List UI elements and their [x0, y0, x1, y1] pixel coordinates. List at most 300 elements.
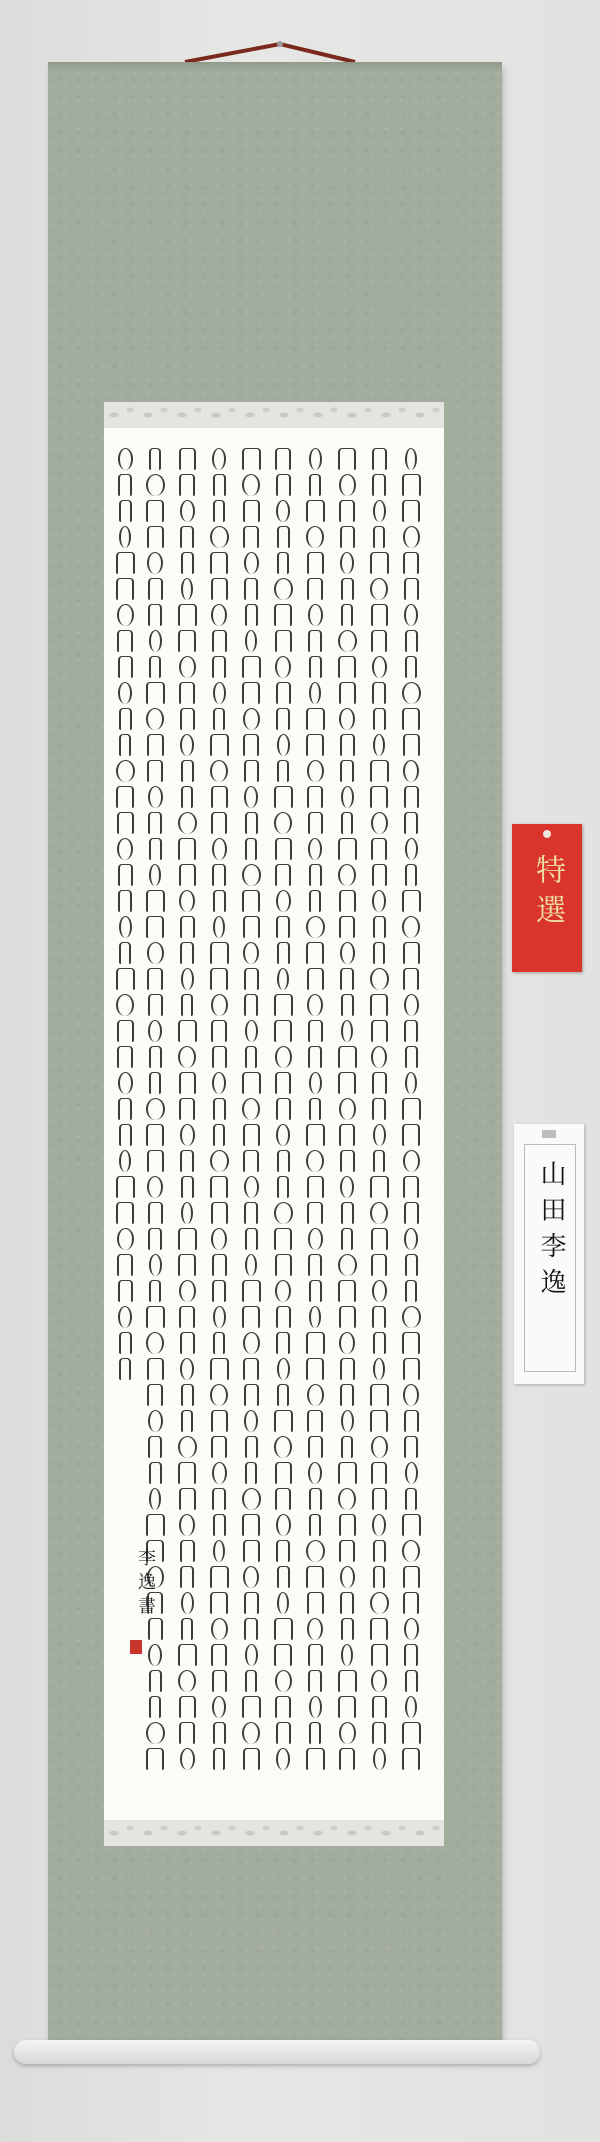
script-glyph: [116, 994, 134, 1016]
script-glyph: [404, 812, 418, 834]
script-glyph: [309, 1696, 322, 1718]
script-glyph: [341, 1644, 353, 1666]
script-glyph: [213, 1098, 226, 1120]
script-glyph: [307, 994, 323, 1016]
script-glyph: [118, 656, 133, 678]
script-glyph: [146, 1332, 164, 1354]
script-glyph: [276, 1332, 290, 1354]
script-glyph: [340, 968, 354, 990]
script-glyph: [276, 474, 291, 496]
script-glyph: [179, 682, 195, 704]
script-glyph: [403, 1592, 419, 1614]
script-glyph: [149, 1462, 162, 1484]
script-glyph: [307, 786, 323, 808]
script-glyph: [402, 1540, 420, 1562]
script-glyph: [179, 448, 196, 470]
script-glyph: [212, 1696, 226, 1718]
script-glyph: [245, 838, 257, 860]
script-glyph: [340, 942, 355, 964]
script-glyph: [370, 1592, 389, 1614]
script-glyph: [117, 604, 134, 626]
script-glyph: [340, 1150, 355, 1172]
script-glyph: [370, 786, 388, 808]
script-glyph: [276, 890, 291, 912]
script-glyph: [307, 552, 324, 574]
script-glyph: [148, 1410, 163, 1432]
script-glyph: [372, 474, 386, 496]
script-glyph: [244, 1410, 258, 1432]
script-glyph: [146, 916, 164, 938]
script-glyph: [179, 1514, 195, 1536]
script-glyph: [245, 812, 258, 834]
script-glyph: [180, 734, 194, 756]
script-glyph: [118, 474, 132, 496]
script-glyph: [370, 1202, 388, 1224]
script-glyph: [339, 1332, 355, 1354]
script-glyph: [118, 1306, 132, 1328]
script-glyph: [307, 1618, 323, 1640]
script-glyph: [371, 630, 387, 652]
script-glyph: [274, 578, 293, 600]
script-glyph: [309, 1306, 321, 1328]
script-glyph: [178, 838, 196, 860]
script-glyph: [405, 630, 418, 652]
script-glyph: [277, 734, 290, 756]
script-glyph: [180, 500, 195, 522]
script-glyph: [306, 1358, 324, 1380]
script-glyph: [179, 1280, 196, 1302]
script-glyph: [243, 708, 260, 730]
script-glyph: [212, 1280, 226, 1302]
script-glyph: [274, 1618, 293, 1640]
script-glyph: [371, 1254, 387, 1276]
script-glyph: [404, 1228, 418, 1250]
script-glyph: [274, 1644, 292, 1666]
script-glyph: [179, 1098, 195, 1120]
script-glyph: [341, 1020, 353, 1042]
script-glyph: [277, 526, 290, 548]
script-glyph: [275, 1488, 291, 1510]
script-glyph: [274, 1436, 292, 1458]
script-glyph: [212, 1254, 227, 1276]
script-glyph: [210, 760, 228, 782]
script-glyph: [244, 760, 259, 782]
tag-hole: [543, 830, 551, 838]
script-glyph: [242, 448, 261, 470]
script-glyph: [309, 1722, 321, 1744]
script-glyph: [213, 708, 225, 730]
script-glyph: [210, 1566, 229, 1588]
script-glyph: [179, 864, 196, 886]
script-glyph: [118, 1098, 132, 1120]
script-glyph: [146, 890, 165, 912]
script-glyph: [242, 890, 260, 912]
script-glyph: [340, 1592, 354, 1614]
script-glyph: [147, 1358, 164, 1380]
script-glyph: [371, 1670, 387, 1692]
script-glyph: [340, 526, 355, 548]
script-glyph: [403, 526, 420, 548]
script-glyph: [340, 734, 355, 756]
script-glyph: [244, 578, 258, 600]
script-glyph: [341, 994, 354, 1016]
script-glyph: [149, 1488, 161, 1510]
script-glyph: [147, 1384, 163, 1406]
script-glyph: [119, 734, 131, 756]
script-glyph: [403, 942, 420, 964]
script-glyph: [338, 838, 357, 860]
script-glyph: [306, 1748, 325, 1770]
script-glyph: [309, 1098, 321, 1120]
script-glyph: [149, 656, 161, 678]
script-glyph: [146, 474, 165, 496]
script-glyph: [146, 1514, 165, 1536]
script-glyph: [308, 1046, 322, 1068]
script-glyph: [370, 578, 388, 600]
script-column: [176, 448, 198, 1788]
script-glyph: [148, 1436, 162, 1458]
script-glyph: [307, 1176, 324, 1198]
top-brocade-border: [104, 402, 444, 428]
script-column: [336, 448, 358, 1788]
script-glyph: [275, 630, 292, 652]
script-glyph: [403, 1384, 419, 1406]
script-glyph: [211, 1618, 228, 1640]
artist-name-card: [514, 1124, 584, 1384]
script-glyph: [242, 1696, 261, 1718]
script-glyph: [276, 1748, 290, 1770]
script-glyph: [242, 864, 261, 886]
script-glyph: [405, 1280, 417, 1302]
script-glyph: [149, 630, 162, 652]
script-glyph: [341, 1436, 353, 1458]
script-glyph: [403, 552, 419, 574]
script-glyph: [340, 1566, 355, 1588]
script-glyph: [338, 1696, 356, 1718]
script-glyph: [372, 1696, 387, 1718]
script-glyph: [341, 1410, 354, 1432]
bottom-brocade-border: [104, 1820, 444, 1846]
script-glyph: [308, 1020, 323, 1042]
script-glyph: [404, 994, 419, 1016]
script-glyph: [339, 1124, 355, 1146]
script-glyph: [308, 1254, 322, 1276]
script-glyph: [339, 1540, 355, 1562]
script-glyph: [309, 1280, 322, 1302]
script-glyph: [178, 630, 196, 652]
script-glyph: [213, 1514, 226, 1536]
script-glyph: [213, 1722, 226, 1744]
script-glyph: [211, 604, 227, 626]
script-glyph: [307, 1592, 324, 1614]
script-glyph: [308, 1436, 323, 1458]
script-glyph: [244, 994, 258, 1016]
script-glyph: [274, 786, 293, 808]
script-glyph: [277, 968, 289, 990]
script-glyph: [179, 1072, 196, 1094]
script-glyph: [243, 500, 260, 522]
script-glyph: [372, 682, 386, 704]
script-glyph: [371, 1046, 387, 1068]
script-glyph: [181, 968, 194, 990]
script-glyph: [341, 1618, 354, 1640]
script-glyph: [181, 1410, 193, 1432]
script-glyph: [277, 1358, 290, 1380]
script-glyph: [119, 500, 132, 522]
script-glyph: [370, 552, 389, 574]
script-glyph: [243, 1748, 260, 1770]
script-glyph: [341, 786, 354, 808]
script-glyph: [403, 968, 419, 990]
script-glyph: [275, 1280, 291, 1302]
script-glyph: [276, 1514, 291, 1536]
script-glyph: [148, 786, 163, 808]
script-glyph: [211, 994, 228, 1016]
script-glyph: [373, 916, 386, 938]
script-glyph: [242, 474, 260, 496]
script-glyph: [242, 1280, 261, 1302]
script-glyph: [402, 708, 420, 730]
script-glyph: [372, 1488, 387, 1510]
script-glyph: [402, 1514, 421, 1536]
script-glyph: [274, 1410, 293, 1432]
script-glyph: [147, 734, 164, 756]
script-glyph: [211, 1410, 228, 1432]
script-glyph: [245, 1436, 258, 1458]
script-glyph: [371, 1462, 387, 1484]
script-glyph: [338, 1072, 356, 1094]
script-glyph: [213, 1124, 225, 1146]
script-glyph: [181, 1384, 194, 1406]
script-glyph: [341, 578, 354, 600]
script-glyph: [309, 1514, 321, 1536]
script-glyph: [149, 1280, 161, 1302]
script-glyph: [242, 682, 260, 704]
script-glyph: [149, 1072, 161, 1094]
script-glyph: [306, 734, 324, 756]
script-glyph: [179, 1488, 196, 1510]
script-glyph: [242, 656, 261, 678]
script-glyph: [178, 1436, 197, 1458]
script-glyph: [117, 1020, 134, 1042]
script-glyph: [370, 1410, 388, 1432]
script-glyph: [179, 890, 195, 912]
script-glyph: [179, 656, 196, 678]
script-glyph: [211, 1202, 228, 1224]
script-glyph: [402, 1332, 420, 1354]
script-glyph: [212, 1072, 226, 1094]
script-glyph: [146, 708, 164, 730]
script-glyph: [244, 1176, 259, 1198]
script-glyph: [370, 994, 388, 1016]
script-glyph: [339, 1514, 356, 1536]
script-glyph: [402, 682, 421, 704]
script-glyph: [275, 1670, 292, 1692]
script-glyph: [213, 1306, 226, 1328]
script-glyph: [403, 734, 420, 756]
script-glyph: [405, 448, 417, 470]
script-glyph: [213, 500, 225, 522]
script-glyph: [338, 864, 356, 886]
script-column: [368, 448, 390, 1788]
script-glyph: [404, 1618, 419, 1640]
script-glyph: [338, 1046, 357, 1068]
script-glyph: [146, 1124, 164, 1146]
script-glyph: [213, 1540, 225, 1562]
script-glyph: [306, 1124, 325, 1146]
script-glyph: [118, 1072, 133, 1094]
script-glyph: [212, 1488, 226, 1510]
script-glyph: [178, 1254, 196, 1276]
script-glyph: [211, 786, 228, 808]
script-column: [208, 448, 230, 1788]
script-glyph: [339, 890, 356, 912]
script-glyph: [243, 734, 259, 756]
script-glyph: [212, 1670, 227, 1692]
script-glyph: [181, 760, 194, 782]
script-glyph: [242, 1098, 260, 1120]
script-glyph: [243, 1150, 259, 1172]
script-glyph: [276, 500, 290, 522]
script-glyph: [211, 1644, 227, 1666]
script-glyph: [119, 526, 131, 548]
script-glyph: [338, 1488, 356, 1510]
script-glyph: [244, 1202, 258, 1224]
script-glyph: [244, 1384, 259, 1406]
script-glyph: [211, 812, 227, 834]
script-glyph: [309, 474, 321, 496]
script-glyph: [213, 474, 226, 496]
script-glyph: [213, 682, 226, 704]
script-glyph: [179, 1306, 195, 1328]
script-glyph: [277, 1592, 289, 1614]
script-glyph: [308, 1670, 322, 1692]
script-glyph: [277, 1384, 289, 1406]
script-glyph: [306, 1566, 324, 1588]
script-glyph: [243, 1124, 260, 1146]
script-glyph: [404, 1410, 419, 1432]
script-glyph: [307, 578, 323, 600]
script-glyph: [275, 1072, 291, 1094]
award-tag: [512, 824, 582, 972]
script-glyph: [404, 1020, 418, 1042]
card-mark: [542, 1130, 556, 1138]
script-glyph: [404, 1644, 418, 1666]
script-glyph: [341, 812, 353, 834]
script-glyph: [213, 916, 225, 938]
script-glyph: [309, 656, 322, 678]
script-glyph: [117, 630, 133, 652]
script-glyph: [149, 1254, 162, 1276]
script-glyph: [119, 1358, 131, 1380]
script-glyph: [309, 864, 322, 886]
script-glyph: [147, 1150, 164, 1172]
script-glyph: [373, 1358, 385, 1380]
script-glyph: [341, 1228, 353, 1250]
script-glyph: [118, 890, 132, 912]
script-glyph: [274, 994, 293, 1016]
script-glyph: [179, 474, 195, 496]
script-glyph: [116, 1202, 134, 1224]
script-glyph: [178, 1670, 196, 1692]
script-glyph: [212, 448, 226, 470]
script-glyph: [306, 1332, 325, 1354]
script-glyph: [402, 890, 421, 912]
script-glyph: [181, 1618, 193, 1640]
script-glyph: [370, 1384, 389, 1406]
script-glyph: [341, 604, 353, 626]
script-glyph: [147, 1176, 163, 1198]
script-glyph: [403, 1358, 420, 1380]
script-glyph: [178, 1228, 197, 1250]
script-glyph: [245, 1020, 258, 1042]
script-glyph: [179, 1722, 195, 1744]
script-glyph: [307, 760, 324, 782]
script-glyph: [277, 760, 289, 782]
script-glyph: [213, 1332, 225, 1354]
script-glyph: [371, 1436, 388, 1458]
script-glyph: [212, 864, 226, 886]
script-glyph: [274, 812, 292, 834]
script-glyph: [148, 994, 163, 1016]
script-glyph: [405, 1072, 417, 1094]
script-glyph: [339, 1748, 355, 1770]
script-glyph: [148, 1020, 162, 1042]
script-glyph: [276, 708, 290, 730]
script-glyph: [148, 812, 162, 834]
script-glyph: [340, 1384, 354, 1406]
script-glyph: [116, 1176, 135, 1198]
script-glyph: [403, 760, 419, 782]
script-glyph: [308, 604, 323, 626]
script-glyph: [146, 500, 164, 522]
script-glyph: [404, 786, 419, 808]
script-glyph: [116, 786, 134, 808]
script-column: [400, 448, 422, 1788]
script-glyph: [338, 1670, 357, 1692]
script-glyph: [338, 1254, 357, 1276]
script-glyph: [243, 1358, 259, 1380]
script-glyph: [338, 630, 357, 652]
script-glyph: [117, 812, 134, 834]
script-glyph: [210, 1150, 229, 1172]
script-glyph: [405, 656, 417, 678]
script-glyph: [147, 526, 164, 548]
script-glyph: [119, 1124, 132, 1146]
script-glyph: [277, 552, 289, 574]
script-glyph: [274, 1202, 293, 1224]
script-glyph: [373, 526, 385, 548]
artist-signature: 李逸書: [135, 1548, 156, 1620]
script-glyph: [275, 448, 291, 470]
script-glyph: [404, 1202, 419, 1224]
script-glyph: [180, 1358, 194, 1380]
script-glyph: [402, 500, 420, 522]
script-glyph: [243, 942, 259, 964]
script-glyph: [149, 838, 162, 860]
script-glyph: [180, 1150, 194, 1172]
script-glyph: [118, 448, 133, 470]
script-glyph: [372, 1072, 387, 1094]
script-glyph: [243, 526, 259, 548]
script-glyph: [210, 942, 229, 964]
script-glyph: [340, 1358, 355, 1380]
script-glyph: [274, 1020, 292, 1042]
script-glyph: [306, 1540, 325, 1562]
script-glyph: [309, 1072, 322, 1094]
script-glyph: [180, 1566, 194, 1588]
script-glyph: [211, 1436, 227, 1458]
